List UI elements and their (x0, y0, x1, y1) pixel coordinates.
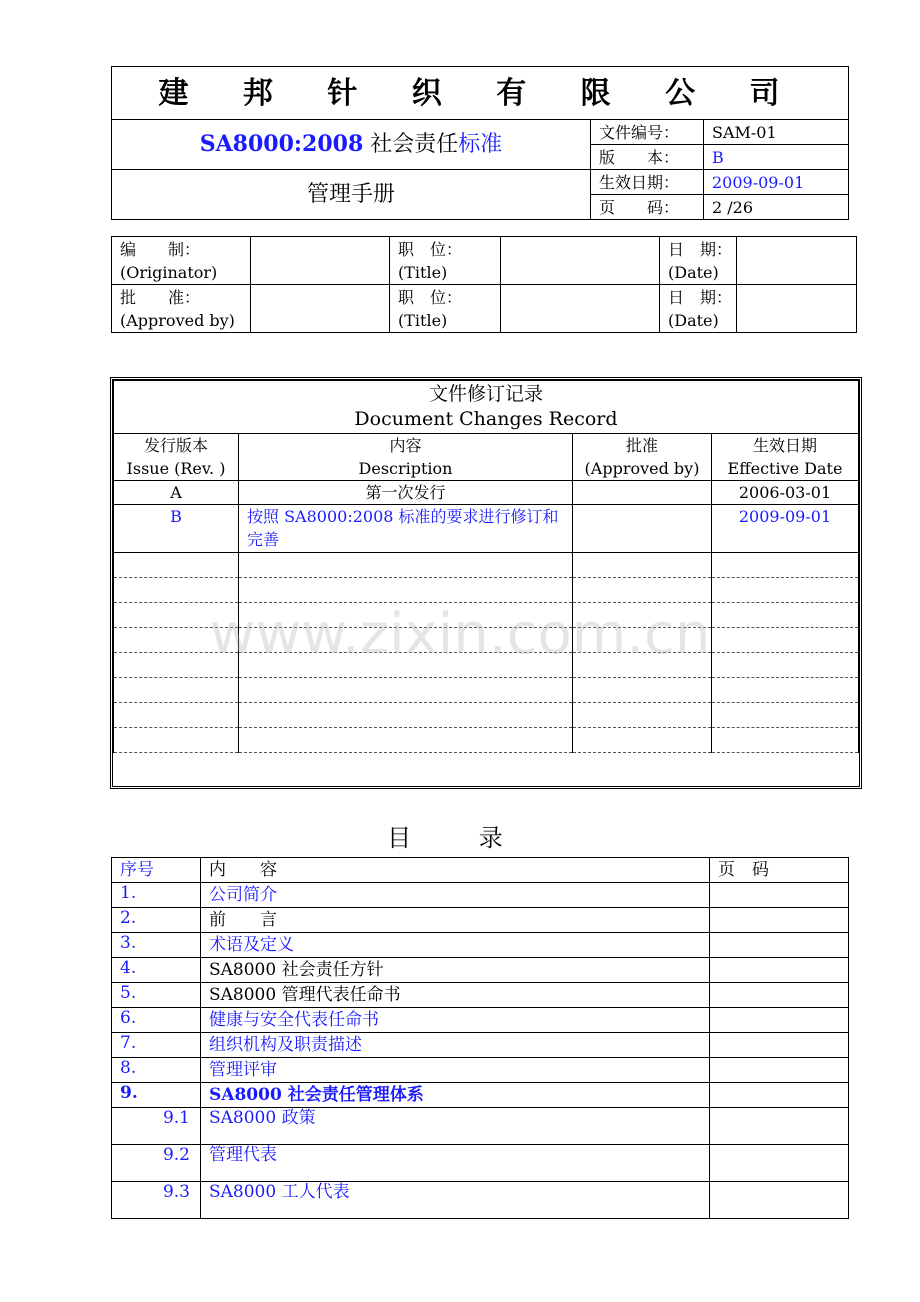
header-effective-en: Effective Date (727, 459, 843, 478)
field-label-page: 页 码： (591, 195, 704, 220)
empty-row (114, 628, 859, 653)
toc-page (710, 1058, 849, 1083)
title-label-en: (Title) (398, 311, 448, 330)
field-label-effective: 生效日期： (591, 170, 704, 195)
toc-row[interactable] (112, 1182, 849, 1219)
date-label-cn: 日 期： (668, 288, 733, 307)
date-cell: 2006-03-01 (712, 481, 859, 505)
originator-label-cn: 编 制： (120, 240, 201, 259)
toc-page (710, 958, 849, 983)
desc-cell: 第一次发行 (239, 481, 573, 505)
changes-title-en: Document Changes Record (354, 408, 618, 430)
toc-no: 9. (112, 1083, 201, 1108)
header-issue (114, 434, 239, 481)
empty-row (114, 653, 859, 678)
toc-row[interactable] (112, 983, 849, 1008)
toc-text[interactable]: 管理评审 (201, 1058, 710, 1083)
approver-label (112, 285, 251, 333)
empty-row (114, 603, 859, 628)
standard-mid: 社会责任 (363, 132, 459, 157)
field-value-effective: 2009-09-01 (704, 170, 849, 195)
toc-text[interactable]: 术语及定义 (201, 933, 710, 958)
toc-table (111, 857, 849, 1219)
header-effective-cn: 生效日期 (752, 436, 817, 455)
approver-value[interactable] (251, 285, 390, 333)
toc-no: 6. (112, 1008, 201, 1033)
changes-table (113, 380, 859, 775)
toc-no: 3. (112, 933, 201, 958)
document-header (111, 66, 849, 220)
header-description-en: Description (358, 459, 453, 478)
originator-date-value[interactable] (737, 237, 857, 285)
approver-date-value[interactable] (737, 285, 857, 333)
toc-row[interactable] (112, 1145, 849, 1182)
toc-text[interactable]: SA8000 社会责任管理体系 (201, 1083, 710, 1108)
toc-page (710, 1083, 849, 1108)
toc-header-content: 内 容 (201, 858, 710, 883)
toc-row[interactable] (112, 933, 849, 958)
empty-row (114, 753, 859, 776)
toc-no: 8. (112, 1058, 201, 1083)
empty-row (114, 703, 859, 728)
header-approved-cn: 批准 (625, 436, 658, 455)
header-issue-cn: 发行版本 (143, 436, 208, 455)
toc-no: 9.2 (112, 1145, 201, 1182)
toc-row[interactable] (112, 1033, 849, 1058)
changes-title (114, 381, 859, 434)
originator-label (112, 237, 251, 285)
changes-record (110, 377, 862, 789)
rev-cell: A (114, 481, 239, 505)
originator-label-en: (Originator) (120, 263, 218, 282)
toc-no: 5. (112, 983, 201, 1008)
originator-title-label (390, 237, 501, 285)
toc-text[interactable]: SA8000 管理代表任命书 (201, 983, 710, 1008)
manual-title: 管理手册 (112, 170, 591, 220)
approved-cell (573, 481, 712, 505)
empty-row (114, 728, 859, 753)
toc-page (710, 1008, 849, 1033)
company-name: 建 邦 针 织 有 限 公 司 (112, 67, 849, 120)
field-value-page: 2 /26 (704, 195, 849, 220)
toc-text[interactable]: 前 言 (201, 908, 710, 933)
toc-header-page: 页 码 (710, 858, 849, 883)
toc-text[interactable]: SA8000 社会责任方针 (201, 958, 710, 983)
toc-no: 1. (112, 883, 201, 908)
date-label-cn: 日 期： (668, 240, 733, 259)
approver-date-label (660, 285, 737, 333)
toc-page (710, 933, 849, 958)
table-row (114, 481, 859, 505)
title-label-en: (Title) (398, 263, 448, 282)
empty-row (114, 578, 859, 603)
toc-row[interactable] (112, 883, 849, 908)
toc-row[interactable] (112, 1008, 849, 1033)
toc-text[interactable]: SA8000 政策 (201, 1108, 710, 1145)
toc-page (710, 1145, 849, 1182)
originator-title-value[interactable] (501, 237, 660, 285)
toc-no: 7. (112, 1033, 201, 1058)
table-row (114, 505, 859, 553)
empty-row (114, 553, 859, 578)
toc-text[interactable]: 组织机构及职责描述 (201, 1033, 710, 1058)
field-label-docno: 文件编号： (591, 120, 704, 145)
toc-text[interactable]: 公司简介 (201, 883, 710, 908)
toc-title: 目 录 (387, 824, 533, 852)
date-label-en: (Date) (668, 263, 719, 282)
title-label-cn: 职 位： (398, 288, 463, 307)
toc-row[interactable] (112, 958, 849, 983)
empty-row (114, 678, 859, 703)
standard-title (112, 120, 591, 170)
toc-page (710, 1108, 849, 1145)
signoff-table (111, 236, 857, 333)
toc-no: 4. (112, 958, 201, 983)
toc-no: 9.3 (112, 1182, 201, 1219)
originator-value[interactable] (251, 237, 390, 285)
standard-suffix: 标准 (458, 132, 503, 157)
toc-no: 9.1 (112, 1108, 201, 1145)
header-effective-date (712, 434, 859, 481)
toc-text[interactable]: 健康与安全代表任命书 (201, 1008, 710, 1033)
standard-code: SA8000:2008 (199, 131, 364, 157)
toc-row[interactable] (112, 1083, 849, 1108)
approver-label-en: (Approved by) (120, 311, 235, 330)
originator-date-label (660, 237, 737, 285)
toc-page (710, 1182, 849, 1219)
approver-title-value[interactable] (501, 285, 660, 333)
header-approved (573, 434, 712, 481)
header-issue-en: Issue (Rev. ) (126, 459, 226, 478)
approver-title-label (390, 285, 501, 333)
toc-row[interactable] (112, 1058, 849, 1083)
watermark: www.zixin.com.cn (209, 602, 711, 667)
header-approved-en: (Approved by) (584, 459, 700, 478)
title-label-cn: 职 位： (398, 240, 463, 259)
toc-page (710, 908, 849, 933)
header-description (239, 434, 573, 481)
toc-page (710, 883, 849, 908)
field-value-version: B (704, 145, 849, 170)
toc-text[interactable]: 管理代表 (201, 1145, 710, 1182)
toc-row[interactable] (112, 908, 849, 933)
toc-no: 2. (112, 908, 201, 933)
field-label-version: 版 本： (591, 145, 704, 170)
date-label-en: (Date) (668, 311, 719, 330)
toc-header-no: 序号 (112, 858, 201, 883)
toc-page (710, 1033, 849, 1058)
date-cell: 2009-09-01 (712, 505, 859, 553)
changes-title-cn: 文件修订记录 (428, 383, 543, 405)
desc-cell: 按照 SA8000:2008 标准的要求进行修订和完善 (239, 505, 573, 553)
toc-text[interactable]: SA8000 工人代表 (201, 1182, 710, 1219)
rev-cell: B (114, 505, 239, 553)
approver-label-cn: 批 准： (120, 288, 201, 307)
header-description-cn: 内容 (389, 436, 422, 455)
field-value-docno: SAM-01 (704, 120, 849, 145)
approved-cell (573, 505, 712, 553)
toc-row[interactable] (112, 1108, 849, 1145)
toc-page (710, 983, 849, 1008)
